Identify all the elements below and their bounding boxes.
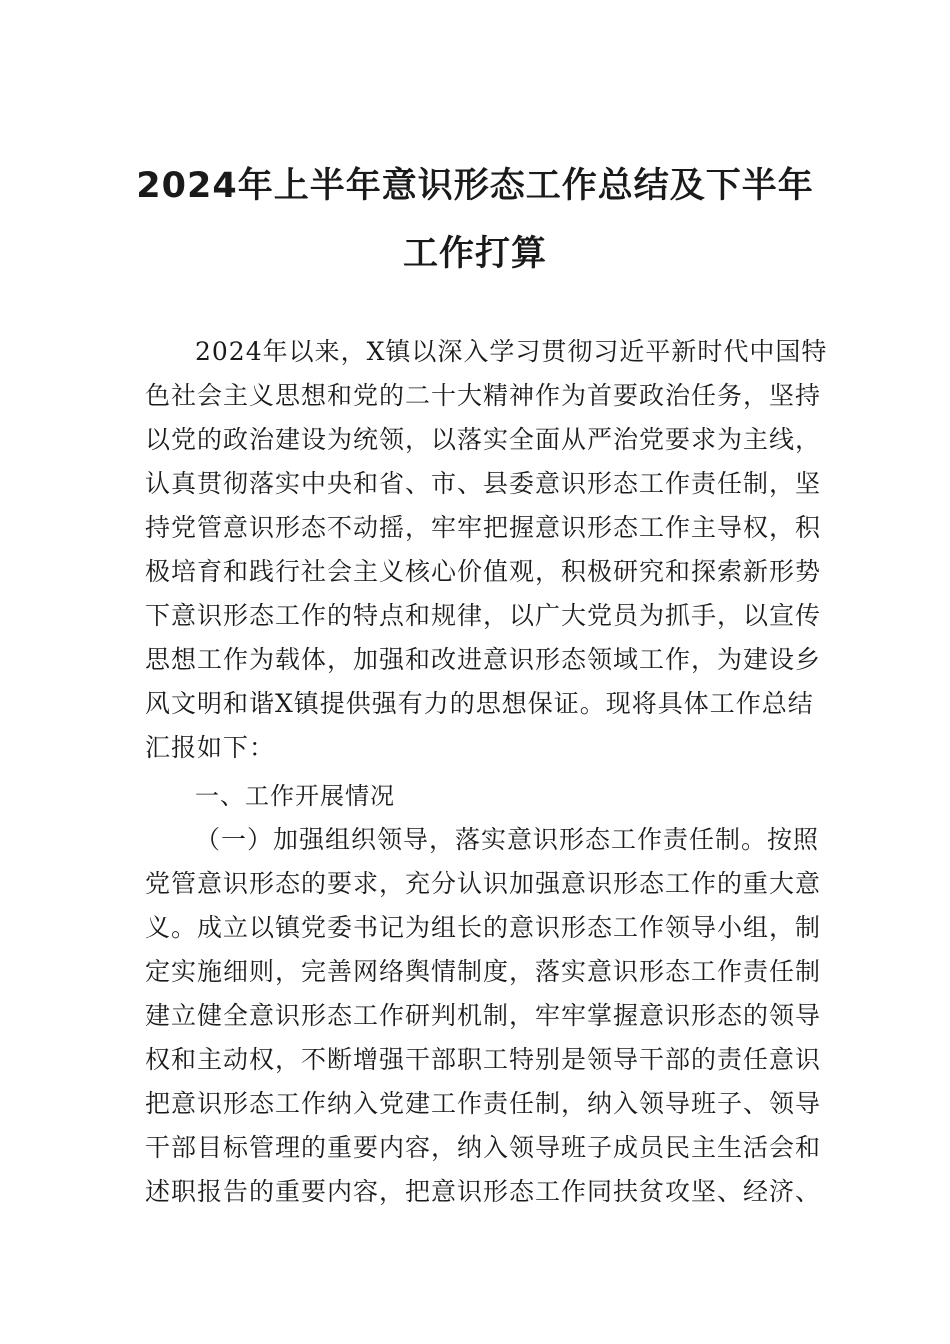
intro-line: 思想工作为载体，加强和改进意识形态领域工作，为建设乡 [145, 645, 822, 674]
subsection-line: （一）加强组织领导，落实意识形态工作责任制。按照 [195, 825, 820, 854]
intro-line: 以党的政治建设为统领，以落实全面从严治党要求为主线， [145, 425, 822, 454]
intro-line: 持党管意识形态不动摇，牢牢把握意识形态工作主导权，积 [145, 513, 822, 542]
subsection-line: 党管意识形态的要求，充分认识加强意识形态工作的重大意 [145, 869, 822, 898]
subsection-line: 权和主动权，不断增强干部职工特别是领导干部的责任意识 [145, 1045, 822, 1074]
subsection-line: 干部目标管理的重要内容，纳入领导班子成员民主生活会和 [145, 1133, 822, 1162]
document-title-line-1: 2024年上半年意识形态工作总结及下半年 [136, 166, 814, 206]
document-title-line-2: 工作打算 [402, 234, 547, 274]
subsection-line: 定实施细则，完善网络舆情制度，落实意识形态工作责任制 [145, 957, 822, 986]
section-heading: 一、工作开展情况 [195, 782, 395, 810]
subsection-line: 义。成立以镇党委书记为组长的意识形态工作领导小组，制 [145, 913, 822, 942]
intro-line: 极培育和践行社会主义核心价值观，积极研究和探索新形势 [145, 557, 822, 586]
intro-line: 下意识形态工作的特点和规律，以广大党员为抓手，以宣传 [145, 601, 822, 630]
intro-line: 2024年以来，X镇以深入学习贯彻习近平新时代中国特 [195, 337, 828, 366]
intro-line: 色社会主义思想和党的二十大精神作为首要政治任务，坚持 [145, 381, 822, 410]
subsection-line: 述职报告的重要内容，把意识形态工作同扶贫攻坚、经济、 [145, 1177, 822, 1206]
intro-line: 认真贯彻落实中央和省、市、县委意识形态工作责任制，坚 [145, 469, 822, 498]
intro-line: 风文明和谐X镇提供强有力的思想保证。现将具体工作总结 [145, 689, 814, 718]
intro-line: 汇报如下： [145, 733, 276, 762]
subsection-line: 把意识形态工作纳入党建工作责任制，纳入领导班子、领导 [145, 1089, 822, 1118]
subsection-line: 建立健全意识形态工作研判机制，牢牢掌握意识形态的领导 [145, 1001, 822, 1030]
